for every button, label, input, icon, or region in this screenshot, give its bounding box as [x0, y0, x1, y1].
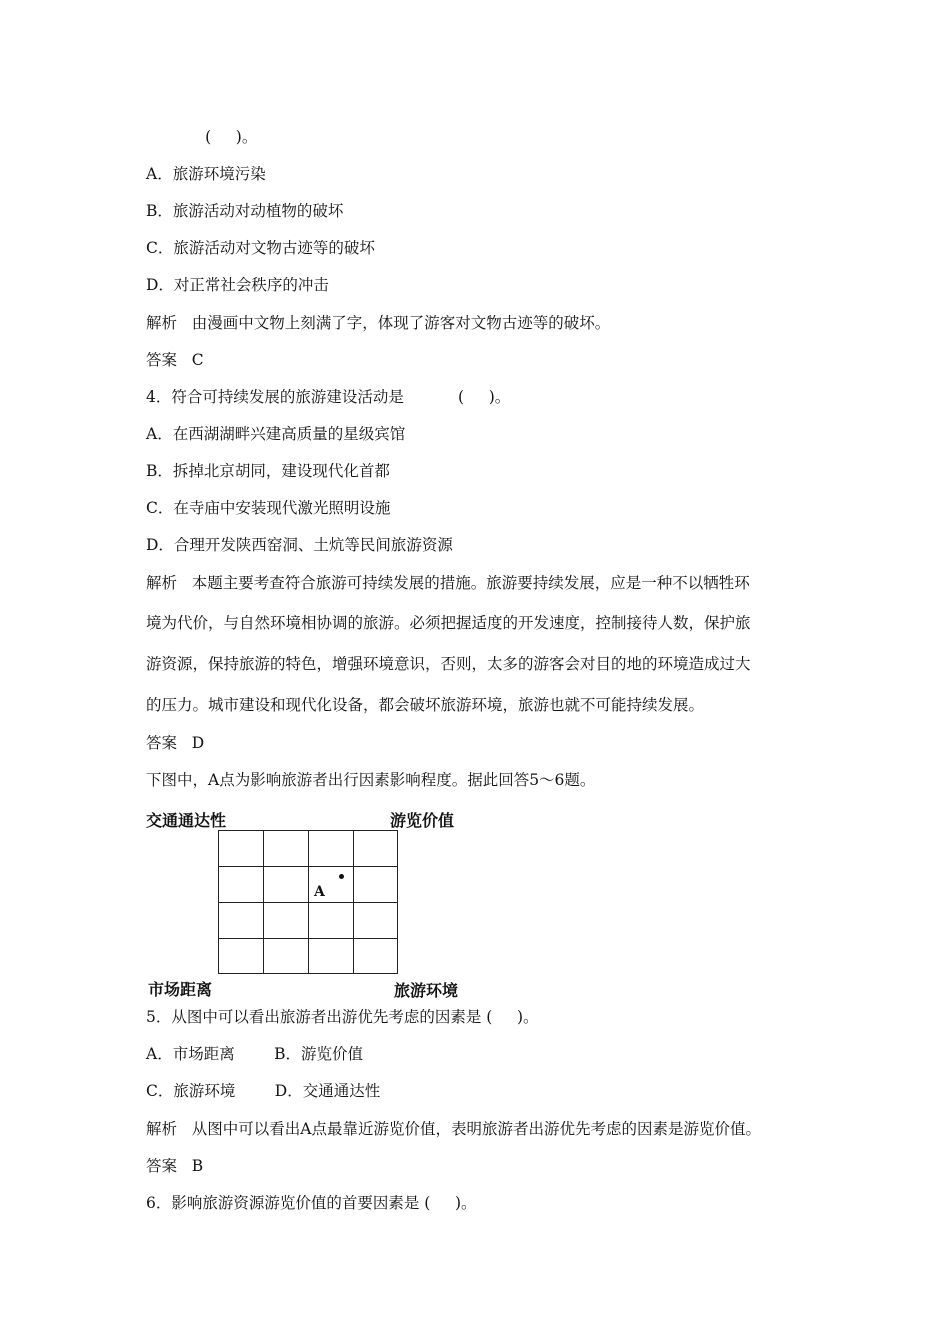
q3-option-d: D．对正常社会秩序的冲击: [146, 276, 329, 294]
q5-answer: 答案 B: [146, 1157, 204, 1175]
point-a-label: A: [314, 884, 325, 900]
grid: [218, 830, 398, 974]
q3-option-b: B．旅游活动对动植物的破坏: [146, 202, 344, 220]
label-top-left: 交通通达性: [146, 811, 227, 830]
q4-stem: 4．符合可持续发展的旅游建设活动是 ( )。: [146, 388, 511, 406]
grid-line: [219, 902, 397, 903]
q5-options-ab: A．市场距离 B．游览价值: [146, 1045, 364, 1063]
point-a-dot: [339, 874, 344, 879]
grid-line: [219, 866, 397, 867]
q4-answer: 答案 D: [146, 734, 205, 752]
q5-stem: 5．从图中可以看出旅游者出游优先考虑的因素是 ( )。: [146, 1008, 539, 1026]
q3-analysis: 解析 由漫画中文物上刻满了字，体现了游客对文物古迹等的破坏。: [146, 314, 611, 332]
q4-analysis-line-2: 境为代价，与自然环境相协调的旅游。必须把握适度的开发速度，控制接待人数，保护旅: [146, 614, 751, 632]
q4-option-d: D．合理开发陕西窑洞、土炕等民间旅游资源: [146, 536, 453, 554]
q6-stem: 6．影响旅游资源游览价值的首要因素是 ( )。: [146, 1194, 477, 1212]
label-top-right: 游览价值: [390, 811, 455, 830]
q5-analysis: 解析 从图中可以看出A点最靠近游览价值，表明旅游者出游优先考虑的因素是游览价值。: [146, 1120, 761, 1138]
grid-line: [219, 938, 397, 939]
q4-option-b: B．拆掉北京胡同，建设现代化首都: [146, 462, 390, 480]
q3-answer: 答案 C: [146, 351, 204, 369]
q4-option-c: C．在寺庙中安装现代激光照明设施: [146, 499, 391, 517]
q4-analysis-line-1: 解析 本题主要考查符合旅游可持续发展的措施。旅游要持续发展，应是一种不以牺牲环: [146, 574, 750, 592]
label-bottom-left: 市场距离: [148, 980, 213, 999]
q3-option-a: A．旅游环境污染: [146, 165, 266, 183]
q3-blank: ( )。: [146, 128, 258, 146]
q4-option-a: A．在西湖湖畔兴建高质量的星级宾馆: [146, 425, 406, 443]
q4-analysis-line-3: 游资源，保持旅游的特色，增强环境意识，否则，太多的游客会对目的地的环境造成过大: [146, 655, 751, 673]
q5-options-cd: C．旅游环境 D．交通通达性: [146, 1082, 381, 1100]
figure-intro: 下图中，A点为影响旅游者出行因素影响程度。据此回答5～6题。: [146, 771, 596, 789]
label-bottom-right: 旅游环境: [394, 981, 459, 1000]
q4-analysis-line-4: 的压力。城市建设和现代化设备，都会破坏旅游环境，旅游也就不可能持续发展。: [146, 696, 705, 714]
q3-option-c: C．旅游活动对文物古迹等的破坏: [146, 239, 375, 257]
